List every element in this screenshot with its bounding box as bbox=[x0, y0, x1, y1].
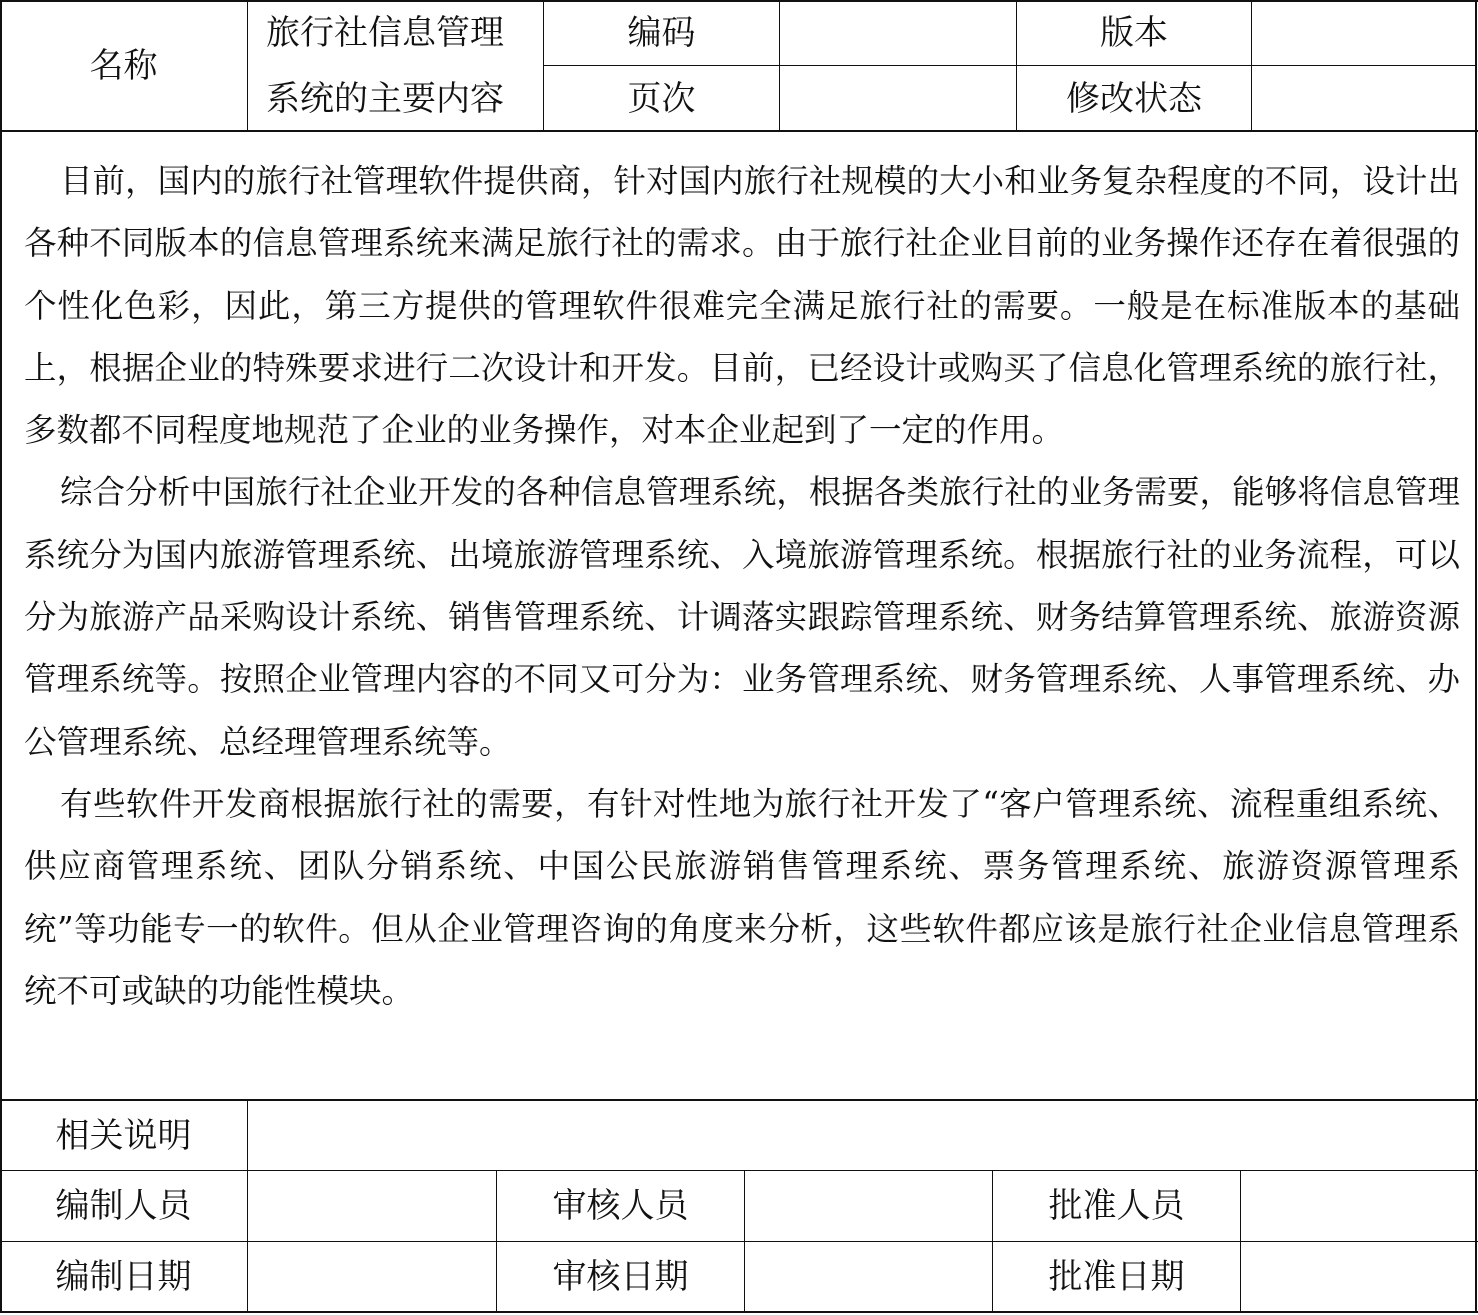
body-paragraph: 目前，国内的旅行社管理软件提供商，针对国内旅行社规模的大小和业务复杂程度的不同，设计出各种不同版本的信息管理系统来满足旅行社的需求。由于旅行社企业目前的业务操作还存在着很强的个性化色彩，因此，第三方提供的管理软件很难完全满足旅行社的需要。一般是在标准版本的基础上，根据企业的特殊要求进行二次设计和开发。目前，已经设计或购买了信息化管理系统的旅行社，多数都不同程度地规范了企业的业务操作，对本企业起到了一定的作用。 bbox=[24, 162, 1460, 450]
name-label: 名称 bbox=[89, 45, 158, 86]
border-bottom bbox=[0, 1311, 1478, 1313]
code-label: 编码 bbox=[627, 12, 696, 53]
compiler-label: 编制人员 bbox=[55, 1186, 192, 1226]
approve-date-label: 批准日期 bbox=[1048, 1256, 1185, 1297]
name-value-line1: 旅行社信息管理 bbox=[266, 12, 504, 53]
name-value-line2: 系统的主要内容 bbox=[266, 78, 504, 119]
review-date-value bbox=[745, 1242, 992, 1311]
page-value bbox=[780, 66, 1016, 131]
notes-value bbox=[248, 1101, 1475, 1170]
approve-date-value bbox=[1241, 1242, 1475, 1311]
border-right bbox=[1475, 0, 1477, 1313]
revision-value bbox=[1252, 66, 1475, 131]
version-value bbox=[1252, 0, 1475, 65]
body-paragraph: 有些软件开发商根据旅行社的需要，有针对性地为旅行社开发了“客户管理系统、流程重组系统、供应商管理系统、团队分销系统、中国公民旅游销售管理系统、票务管理系统、旅游资源管理系统”等功能专一的软件。但从企业管理咨询的角度来分析，这些软件都应该是旅行社企业信息管理系统不可或缺的功能性模块。 bbox=[24, 784, 1460, 1010]
approver-value bbox=[1241, 1171, 1475, 1241]
compiler-value bbox=[248, 1171, 496, 1241]
body-content bbox=[24, 150, 1460, 1022]
approver-label: 批准人员 bbox=[1048, 1186, 1185, 1226]
version-label: 版本 bbox=[1100, 12, 1168, 53]
code-value bbox=[780, 0, 1016, 65]
notes-label: 相关说明 bbox=[55, 1115, 192, 1156]
compile-date-label: 编制日期 bbox=[55, 1256, 192, 1297]
compile-date-value bbox=[248, 1242, 496, 1311]
revision-label: 修改状态 bbox=[1066, 78, 1202, 119]
reviewer-label: 审核人员 bbox=[552, 1186, 689, 1226]
reviewer-value bbox=[745, 1171, 992, 1241]
body-paragraph: 综合分析中国旅行社企业开发的各种信息管理系统，根据各类旅行社的业务需要，能够将信息管理系统分为国内旅游管理系统、出境旅游管理系统、入境旅游管理系统。根据旅行社的业务流程，可以分为旅游产品采购设计系统、销售管理系统、计调落实跟踪管理系统、财务结算管理系统、旅游资源管理系统等。按照企业管理内容的不同又可分为：业务管理系统、财务管理系统、人事管理系统、办公管理系统、总经理管理系统等。 bbox=[24, 473, 1460, 761]
page-label: 页次 bbox=[627, 78, 696, 119]
review-date-label: 审核日期 bbox=[552, 1256, 689, 1297]
